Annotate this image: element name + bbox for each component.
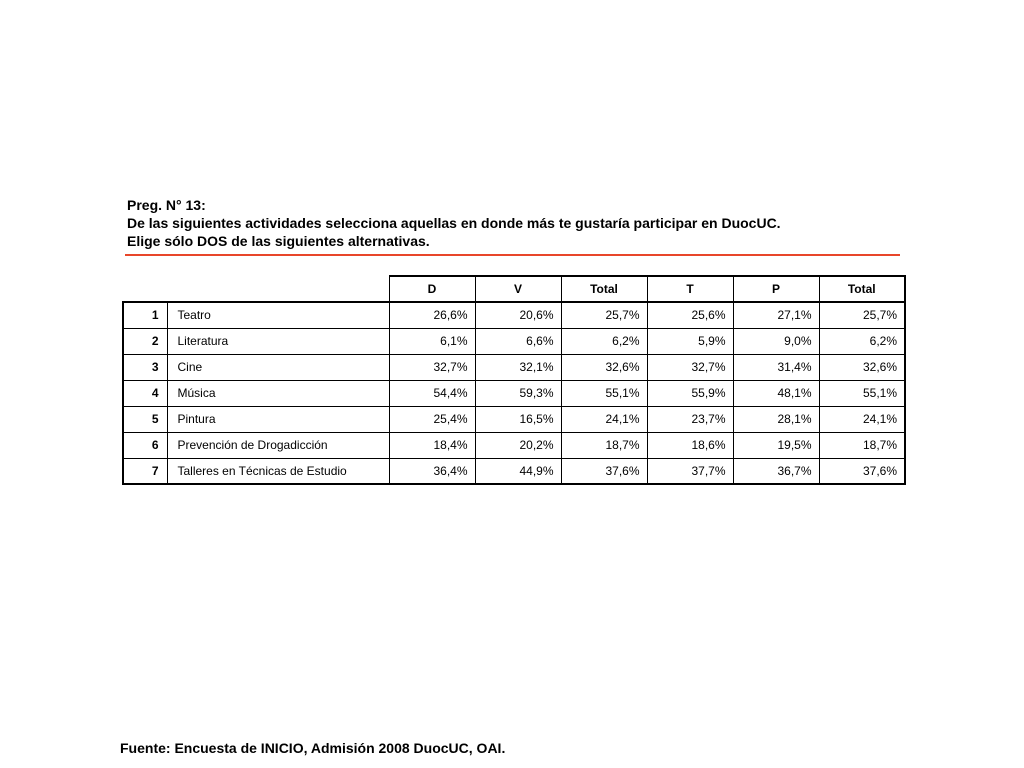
percentage-cell: 24,1% [561, 406, 647, 432]
percentage-cell: 37,7% [647, 458, 733, 484]
table-body [123, 302, 905, 484]
percentage-cell: 28,1% [733, 406, 819, 432]
source-note: Fuente: Encuesta de INICIO, Admisión 2008 DuocUC, OAI. [120, 740, 506, 756]
row-number: 4 [123, 380, 167, 406]
table-row [123, 328, 905, 354]
percentage-cell: 18,7% [561, 432, 647, 458]
percentage-cell: 5,9% [647, 328, 733, 354]
question-instruction: Elige sólo DOS de las siguientes alternativas. [127, 233, 430, 249]
table-row [123, 458, 905, 484]
percentage-cell: 54,4% [389, 380, 475, 406]
percentage-cell: 6,1% [389, 328, 475, 354]
percentage-cell: 18,7% [819, 432, 905, 458]
activity-name: Pintura [167, 406, 389, 432]
percentage-cell: 27,1% [733, 302, 819, 328]
percentage-cell: 18,4% [389, 432, 475, 458]
percentage-cell: 9,0% [733, 328, 819, 354]
header-blank [167, 276, 389, 302]
percentage-cell: 55,9% [647, 380, 733, 406]
table-row [123, 406, 905, 432]
table-row [123, 432, 905, 458]
row-number: 7 [123, 458, 167, 484]
table-header-row [123, 276, 905, 302]
header-blank [123, 276, 167, 302]
column-header-total-2: Total [819, 276, 905, 302]
percentage-cell: 25,7% [819, 302, 905, 328]
table-row [123, 354, 905, 380]
percentage-cell: 37,6% [561, 458, 647, 484]
percentage-cell: 32,1% [475, 354, 561, 380]
percentage-cell: 37,6% [819, 458, 905, 484]
column-header-d: D [389, 276, 475, 302]
activity-name: Música [167, 380, 389, 406]
percentage-cell: 32,6% [819, 354, 905, 380]
results-table [122, 275, 906, 485]
table-row [123, 302, 905, 328]
percentage-cell: 16,5% [475, 406, 561, 432]
percentage-cell: 36,7% [733, 458, 819, 484]
question-title: Preg. N° 13: [127, 197, 206, 213]
percentage-cell: 31,4% [733, 354, 819, 380]
activity-name: Talleres en Técnicas de Estudio [167, 458, 389, 484]
percentage-cell: 19,5% [733, 432, 819, 458]
percentage-cell: 18,6% [647, 432, 733, 458]
percentage-cell: 6,2% [819, 328, 905, 354]
row-number: 5 [123, 406, 167, 432]
table-row [123, 380, 905, 406]
row-number: 6 [123, 432, 167, 458]
percentage-cell: 44,9% [475, 458, 561, 484]
percentage-cell: 6,6% [475, 328, 561, 354]
percentage-cell: 32,7% [647, 354, 733, 380]
percentage-cell: 23,7% [647, 406, 733, 432]
activity-name: Teatro [167, 302, 389, 328]
percentage-cell: 59,3% [475, 380, 561, 406]
percentage-cell: 55,1% [561, 380, 647, 406]
percentage-cell: 20,6% [475, 302, 561, 328]
question-heading [127, 196, 907, 250]
row-number: 2 [123, 328, 167, 354]
percentage-cell: 24,1% [819, 406, 905, 432]
percentage-cell: 20,2% [475, 432, 561, 458]
heading-divider [125, 254, 900, 256]
percentage-cell: 25,4% [389, 406, 475, 432]
row-number: 3 [123, 354, 167, 380]
percentage-cell: 36,4% [389, 458, 475, 484]
column-header-p: P [733, 276, 819, 302]
column-header-v: V [475, 276, 561, 302]
percentage-cell: 6,2% [561, 328, 647, 354]
column-header-t: T [647, 276, 733, 302]
percentage-cell: 55,1% [819, 380, 905, 406]
percentage-cell: 48,1% [733, 380, 819, 406]
percentage-cell: 32,7% [389, 354, 475, 380]
percentage-cell: 26,6% [389, 302, 475, 328]
column-header-total-1: Total [561, 276, 647, 302]
percentage-cell: 25,6% [647, 302, 733, 328]
activity-name: Prevención de Drogadicción [167, 432, 389, 458]
activity-name: Cine [167, 354, 389, 380]
percentage-cell: 25,7% [561, 302, 647, 328]
question-text: De las siguientes actividades selecciona aquellas en donde más te gustaría participar en DuocUC. [127, 215, 781, 231]
percentage-cell: 32,6% [561, 354, 647, 380]
row-number: 1 [123, 302, 167, 328]
activity-name: Literatura [167, 328, 389, 354]
